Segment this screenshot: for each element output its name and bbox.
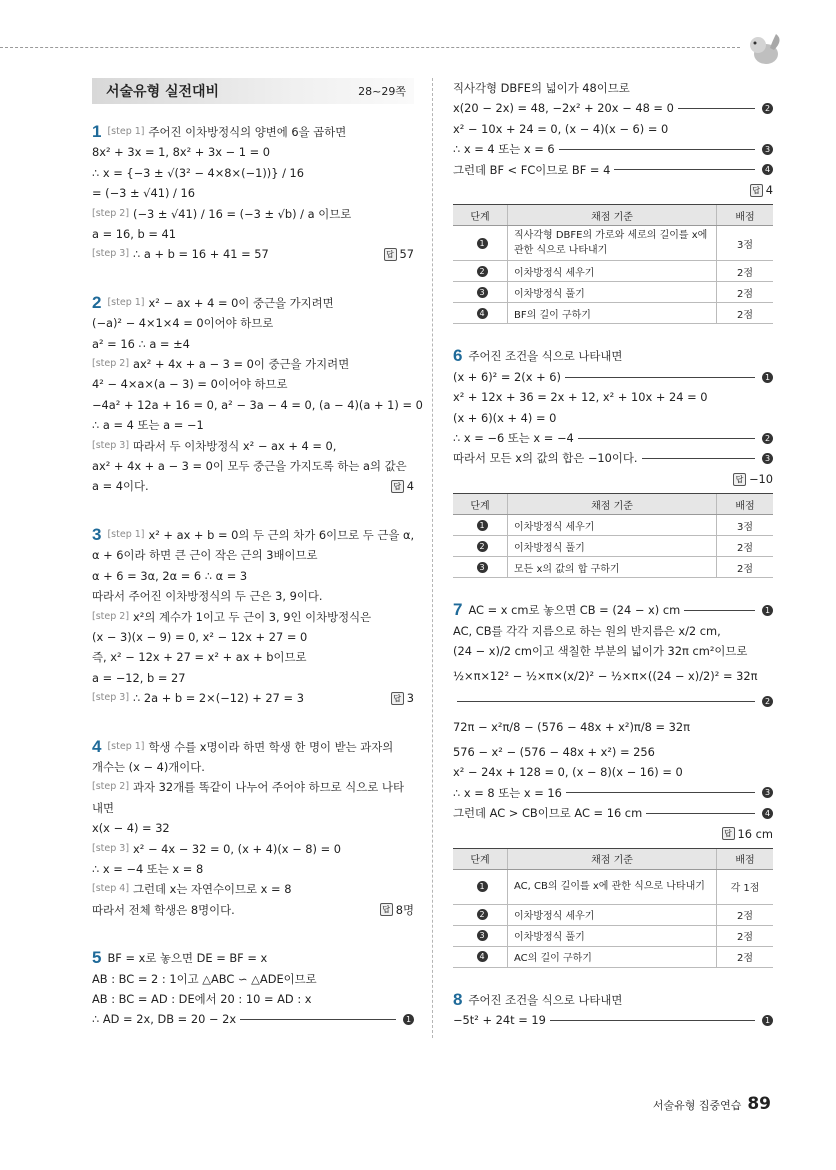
step-marker: 4: [477, 308, 488, 319]
leader-line: [578, 438, 755, 439]
answer: [391, 476, 414, 496]
solution-line: [92, 163, 414, 183]
solution-line: [92, 142, 414, 162]
step-marker: 1: [477, 881, 488, 892]
solution-line: [92, 436, 414, 456]
line-text: x² − 24x + 128 = 0, (x − 8)(x − 16) = 0: [453, 765, 683, 780]
step-marker: 1: [403, 1014, 414, 1025]
line-text: x(20 − 2x) = 48, −2x² + 20x − 48 = 0: [453, 101, 674, 116]
problem-number: 3: [92, 524, 102, 544]
problem-6: [453, 346, 773, 578]
solution-line: [92, 879, 414, 899]
solution-line: [92, 334, 414, 354]
answer-value: 57: [399, 247, 414, 262]
answer-value: 4: [406, 479, 414, 494]
line-text: −5t² + 24t = 19: [453, 1013, 546, 1028]
column-header: 채점 기준: [508, 205, 717, 226]
line-text: (−a)² − 4×1×4 = 0이어야 하므로: [92, 316, 274, 331]
criterion-cell: 이차방정식 세우기: [508, 515, 717, 536]
step-marker: 1: [762, 372, 773, 383]
step-label: [step 2]: [92, 358, 130, 370]
line-text: (−3 ± √41) / 16 = (−3 ± √b) / a 이므로: [133, 206, 352, 221]
right-column: [453, 78, 773, 1059]
column-header: 배점: [717, 848, 774, 869]
line-text: a² = 16 ∴ a = ±4: [92, 336, 190, 351]
score-cell: 2점: [717, 925, 774, 946]
solution-line: [453, 428, 773, 448]
solution-line: [92, 224, 414, 244]
line-text: ∴ AD = 2x, DB = 20 − 2x: [92, 1012, 237, 1027]
line-text: 과자 32개를 똑같이 나누어 주어야 하므로 식으로 나타: [133, 780, 404, 795]
step-marker: 1: [477, 520, 488, 531]
problem-8: [453, 990, 773, 1031]
solution-line: [92, 989, 414, 1009]
line-text: x²의 계수가 1이고 두 근이 3, 9인 이차방정식은: [133, 609, 372, 624]
solution-line: [453, 139, 773, 159]
leader-line: [559, 149, 755, 150]
line-text: a = 4이다.: [92, 479, 149, 494]
answer-icon: 답: [380, 903, 393, 916]
problem-number: 4: [92, 736, 102, 756]
top-dashed-rule: [0, 47, 740, 48]
table-header-row: [453, 205, 773, 226]
line-text: 직사각형 DBFE의 넓이가 48이므로: [453, 81, 630, 95]
criterion-cell: AC의 길이 구하기: [508, 946, 717, 967]
solution-line: [92, 859, 414, 879]
column-header: 단계: [453, 494, 508, 515]
solution-line: [92, 818, 414, 838]
line-text: AB : BC = AD : DE에서 20 : 10 = AD : x: [92, 992, 312, 1006]
line-text: 즉, x² − 12x + 27 = x² + ax + b이므로: [92, 650, 307, 665]
step-marker: 3: [477, 930, 488, 941]
leader-line: [678, 108, 755, 109]
line-text: (x − 3)(x − 9) = 0, x² − 12x + 27 = 0: [92, 629, 308, 644]
line-text: ∴ 2a + b = 2×(−12) + 27 = 3: [133, 691, 304, 706]
answer-value: 4: [765, 183, 773, 198]
solution-line: [92, 183, 414, 203]
step-label: [step 1]: [107, 740, 145, 752]
solution-line: [453, 990, 773, 1010]
table-row: [453, 536, 773, 557]
solution-line: [92, 627, 414, 647]
line-text: 576 − x² − (576 − 48x + x²) = 256: [453, 744, 655, 759]
problem-5-continued: [453, 78, 773, 324]
answer-icon: 답: [722, 827, 735, 840]
line-text: AC, CB를 각각 지름으로 하는 원의 반지름은 x/2 cm,: [453, 623, 721, 638]
score-cell: 2점: [717, 536, 774, 557]
line-text: 주어진 조건을 식으로 나타내면: [468, 349, 623, 364]
line-text: 개수는 (x − 4)개이다.: [92, 759, 205, 774]
scoring-table: [453, 493, 773, 578]
criterion-cell: 이차방정식 세우기: [508, 904, 717, 925]
answer-icon: 답: [391, 692, 404, 705]
solution-line: [92, 395, 423, 415]
table-header-row: [453, 494, 773, 515]
table-header-row: [453, 848, 773, 869]
problem-number: 8: [453, 989, 463, 1009]
column-header: 배점: [717, 205, 774, 226]
line-text: α + 6 = 3α, 2α = 6 ∴ α = 3: [92, 568, 248, 583]
column-header: 단계: [453, 205, 508, 226]
step-marker: 4: [762, 808, 773, 819]
line-text: ax² + 4x + a − 3 = 0이 모두 중근을 가지도록 하는 a의 값은: [92, 459, 407, 474]
step-marker: 4: [762, 164, 773, 175]
line-text: x² + ax + b = 0의 두 근의 차가 6이므로 두 근을 α,: [148, 527, 415, 542]
score-cell: 2점: [717, 282, 774, 303]
line-text: (x + 6)² = 2(x + 6): [453, 369, 561, 384]
step-marker: 1: [762, 605, 773, 616]
solution-line: [453, 600, 773, 620]
line-text: = (−3 ± √41) / 16: [92, 185, 195, 200]
line-text: ∴ x = −4 또는 x = 8: [92, 861, 204, 876]
step-label: [step 4]: [92, 883, 130, 895]
problem-1: [92, 122, 414, 265]
line-text: x² − ax + 4 = 0이 중근을 가지려면: [148, 295, 334, 310]
solution-line: [92, 204, 414, 224]
score-cell: 2점: [717, 946, 774, 967]
line-text: x² + 12x + 36 = 2x + 12, x² + 10x + 24 = 0: [453, 390, 708, 405]
footer-label: 서술유형 집중연습: [652, 1099, 742, 1112]
answer-line: [453, 469, 773, 489]
step-label: [step 2]: [92, 610, 130, 622]
answer: [722, 824, 773, 844]
solution-line: [453, 742, 773, 762]
solution-line: [92, 525, 414, 545]
answer-value: −10: [748, 471, 773, 486]
problem-number: 7: [453, 600, 463, 620]
score-cell: 2점: [717, 261, 774, 282]
leader-line: [566, 792, 755, 793]
solution-line: [453, 119, 773, 139]
leader-line: [457, 701, 755, 702]
solution-line: [453, 621, 773, 641]
step-label: [step 3]: [92, 439, 130, 451]
problem-2: [92, 292, 423, 497]
line-text: ∴ a + b = 16 + 41 = 57: [133, 247, 269, 262]
solution-line: [92, 1009, 414, 1029]
line-text: 주어진 이차방정식의 양변에 6을 곱하면: [148, 125, 347, 139]
line-text: α + 6이라 하면 큰 근이 작은 근의 3배이므로: [92, 548, 318, 563]
leader-line: [240, 1019, 396, 1020]
line-text: ax² + 4x + a − 3 = 0이 중근을 가지려면: [133, 357, 350, 372]
solution-line: [92, 374, 414, 394]
criterion-cell: BF의 길이 구하기: [508, 303, 717, 324]
line-text: ∴ x = −6 또는 x = −4: [453, 431, 574, 446]
table-row: [453, 303, 773, 324]
step-label: [step 3]: [92, 842, 130, 854]
step-label: [step 3]: [92, 692, 130, 704]
scoring-table: [453, 848, 773, 968]
answer: [384, 244, 415, 264]
solution-line: [92, 476, 414, 496]
line-text: ∴ a = 4 또는 a = −1: [92, 418, 204, 433]
table-row: [453, 904, 773, 925]
solution-line: [92, 777, 414, 797]
step-marker: 3: [762, 453, 773, 464]
solution-line: [92, 839, 414, 859]
score-cell: 2점: [717, 904, 774, 925]
line-text: 그런데 BF < FC이므로 BF = 4: [453, 162, 611, 177]
answer-line: [453, 180, 773, 200]
solution-line: [453, 98, 773, 118]
criterion-cell: AC, CB의 길이를 x에 관한 식으로 나타내기: [508, 869, 717, 904]
left-column: [92, 78, 423, 1058]
answer-icon: 답: [391, 480, 404, 493]
solution-line: [92, 757, 414, 777]
answer: [733, 469, 773, 489]
line-text: 따라서 두 이차방정식 x² − ax + 4 = 0,: [133, 438, 337, 453]
step-marker: 3: [477, 562, 488, 573]
problem-3: [92, 525, 414, 709]
score-cell: 3점: [717, 515, 774, 536]
solution-line: [453, 367, 773, 387]
line-text: 4² − 4×a×(a − 3) = 0이어야 하므로: [92, 377, 288, 392]
line-text: 따라서 주어진 이차방정식의 두 근은 3, 9이다.: [92, 589, 323, 604]
step-label: [step 1]: [107, 296, 145, 308]
solution-line: [92, 293, 414, 313]
answer-icon: 답: [750, 184, 763, 197]
line-text: 학생 수를 x명이라 하면 학생 한 명이 받는 과자의: [148, 739, 394, 754]
answer-value: 3: [406, 691, 414, 706]
answer: [380, 900, 414, 920]
leader-line: [550, 1020, 755, 1021]
line-text: ∴ x = {−3 ± √(3² − 4×8×(−1))} / 16: [92, 165, 305, 180]
solution-line: [453, 803, 773, 823]
leader-line: [614, 169, 755, 170]
leader-line: [642, 458, 755, 459]
solution-line: [92, 607, 414, 627]
answer-icon: 답: [733, 473, 746, 486]
page-number: 89: [747, 1094, 771, 1114]
score-cell: 각 1점: [717, 869, 774, 904]
solution-line: [453, 387, 773, 407]
line-text: AC = x cm로 놓으면 CB = (24 − x) cm: [468, 603, 681, 618]
table-row: [453, 869, 773, 904]
problem-number: 6: [453, 346, 463, 366]
step-marker: 4: [477, 951, 488, 962]
line-text: 따라서 전체 학생은 8명이다.: [92, 902, 235, 917]
line-text: 8x² + 3x = 1, 8x² + 3x − 1 = 0: [92, 145, 270, 160]
solution-line: [453, 160, 773, 180]
solution-line: [92, 948, 414, 968]
score-cell: 2점: [717, 557, 774, 578]
step-label: [step 3]: [92, 248, 130, 260]
line-text: 72π − x²π/8 − (576 − 48x + x²)π/8 = 32π: [453, 719, 690, 734]
column-header: 배점: [717, 494, 774, 515]
solution-line: [453, 762, 773, 782]
solution-line: [92, 737, 414, 757]
criterion-cell: 이차방정식 풀기: [508, 536, 717, 557]
line-text: 주어진 조건을 식으로 나타내면: [468, 992, 623, 1007]
leader-line: [565, 377, 755, 378]
problem-4: [92, 737, 414, 921]
leader-line: [646, 813, 755, 814]
solution-line: [453, 78, 773, 98]
solution-line: [92, 122, 414, 142]
answer: [750, 180, 773, 200]
page-footer: [653, 1094, 771, 1114]
step-marker: 1: [762, 1015, 773, 1026]
score-cell: 3점: [717, 226, 774, 261]
solution-line: [92, 354, 414, 374]
answer-value: 8명: [395, 902, 414, 917]
step-marker: 1: [477, 238, 488, 249]
solution-line: [92, 647, 414, 667]
solution-line: [92, 688, 414, 708]
scoring-table: [453, 204, 773, 324]
problem-number: 5: [92, 948, 102, 968]
line-text: a = −12, b = 27: [92, 670, 186, 685]
solution-line: [92, 415, 414, 435]
solution-line: [92, 969, 414, 989]
step-marker: 3: [762, 787, 773, 798]
step-label: [step 2]: [92, 207, 130, 219]
leader-line: [684, 610, 755, 611]
mascot-icon: [744, 30, 784, 70]
criterion-cell: 직사각형 DBFE의 가로와 세로의 길이를 x에 관한 식으로 나타내기: [508, 226, 717, 261]
solution-line: [92, 545, 414, 565]
criterion-cell: 이차방정식 세우기: [508, 261, 717, 282]
table-row: [453, 515, 773, 536]
table-row: [453, 946, 773, 967]
step-marker: 3: [762, 144, 773, 155]
line-text: a = 16, b = 41: [92, 227, 177, 241]
line-text: −4a² + 12a + 16 = 0, a² − 3a − 4 = 0, (a − 4)(a + 1) = 0: [92, 397, 423, 412]
score-cell: 2점: [717, 303, 774, 324]
solution-line: [453, 1010, 773, 1030]
solution-line: [92, 244, 414, 264]
table-row: [453, 261, 773, 282]
step-marker: 2: [762, 103, 773, 114]
step-label: [step 2]: [92, 781, 130, 793]
solution-line: [453, 448, 773, 468]
solution-line: [92, 456, 414, 476]
line-text: x(x − 4) = 32: [92, 821, 170, 836]
step-marker: 2: [762, 433, 773, 444]
column-header: 단계: [453, 848, 508, 869]
answer: [391, 688, 414, 708]
table-row: [453, 226, 773, 261]
section-pages: 28~29쪽: [358, 85, 406, 98]
column-divider: [432, 78, 433, 1038]
line-text: x² − 10x + 24 = 0, (x − 4)(x − 6) = 0: [453, 121, 669, 136]
line-text: AB : BC = 2 : 1이고 △ABC ∽ △ADE이므로: [92, 971, 317, 986]
column-header: 채점 기준: [508, 848, 717, 869]
criterion-cell: 이차방정식 풀기: [508, 925, 717, 946]
solution-line: [92, 313, 414, 333]
line-text: 내면: [92, 800, 115, 815]
answer-value: 16 cm: [737, 826, 773, 841]
solution-line: [453, 408, 773, 428]
line-text: ∴ x = 8 또는 x = 16: [453, 785, 562, 800]
table-row: [453, 282, 773, 303]
criterion-cell: 이차방정식 풀기: [508, 282, 717, 303]
step-marker: 2: [477, 909, 488, 920]
solution-line: [92, 668, 414, 688]
line-text: x² − 4x − 32 = 0, (x + 4)(x − 8) = 0: [133, 841, 342, 856]
line-text: ∴ x = 4 또는 x = 6: [453, 142, 555, 157]
criterion-cell: 모든 x의 값의 합 구하기: [508, 557, 717, 578]
solution-line: [92, 566, 414, 586]
step-marker: 2: [477, 541, 488, 552]
section-title: 서술유형 실전대비: [106, 84, 220, 100]
step-label: [step 1]: [107, 126, 145, 137]
step-marker: 2: [477, 266, 488, 277]
table-row: [453, 925, 773, 946]
column-header: 채점 기준: [508, 494, 717, 515]
problem-5: [92, 948, 414, 1030]
solution-line: [453, 641, 773, 661]
answer-icon: 답: [384, 248, 397, 261]
line-text: (24 − x)/2 cm이고 색칠한 부분의 넓이가 32π cm²이므로: [453, 644, 748, 659]
solution-line: [92, 586, 414, 606]
answer-line: [453, 824, 773, 844]
problem-7: [453, 600, 773, 968]
line-text: 따라서 모든 x의 값의 합은 −10이다.: [453, 451, 638, 466]
solution-line: [453, 692, 773, 712]
problem-number: 2: [92, 292, 102, 312]
solution-line: [453, 346, 773, 366]
line-text: ½×π×12² − ½×π×(x/2)² − ½×π×((24 − x)/2)² = 32π: [453, 669, 758, 684]
line-text: 그런데 AC > CB이므로 AC = 16 cm: [453, 806, 643, 821]
step-marker: 3: [477, 287, 488, 298]
problem-number: 1: [92, 122, 102, 141]
line-text: (x + 6)(x + 4) = 0: [453, 410, 557, 425]
solution-line: [453, 662, 773, 692]
step-label: [step 1]: [107, 528, 145, 540]
solution-line: [92, 798, 414, 818]
table-row: [453, 557, 773, 578]
solution-line: [453, 712, 773, 742]
line-text: 그런데 x는 자연수이므로 x = 8: [133, 882, 292, 897]
step-marker: 2: [762, 696, 773, 707]
solution-line: [453, 783, 773, 803]
line-text: BF = x로 놓으면 DE = BF = x: [107, 951, 268, 966]
section-header: [92, 78, 414, 104]
solution-line: [92, 900, 414, 920]
